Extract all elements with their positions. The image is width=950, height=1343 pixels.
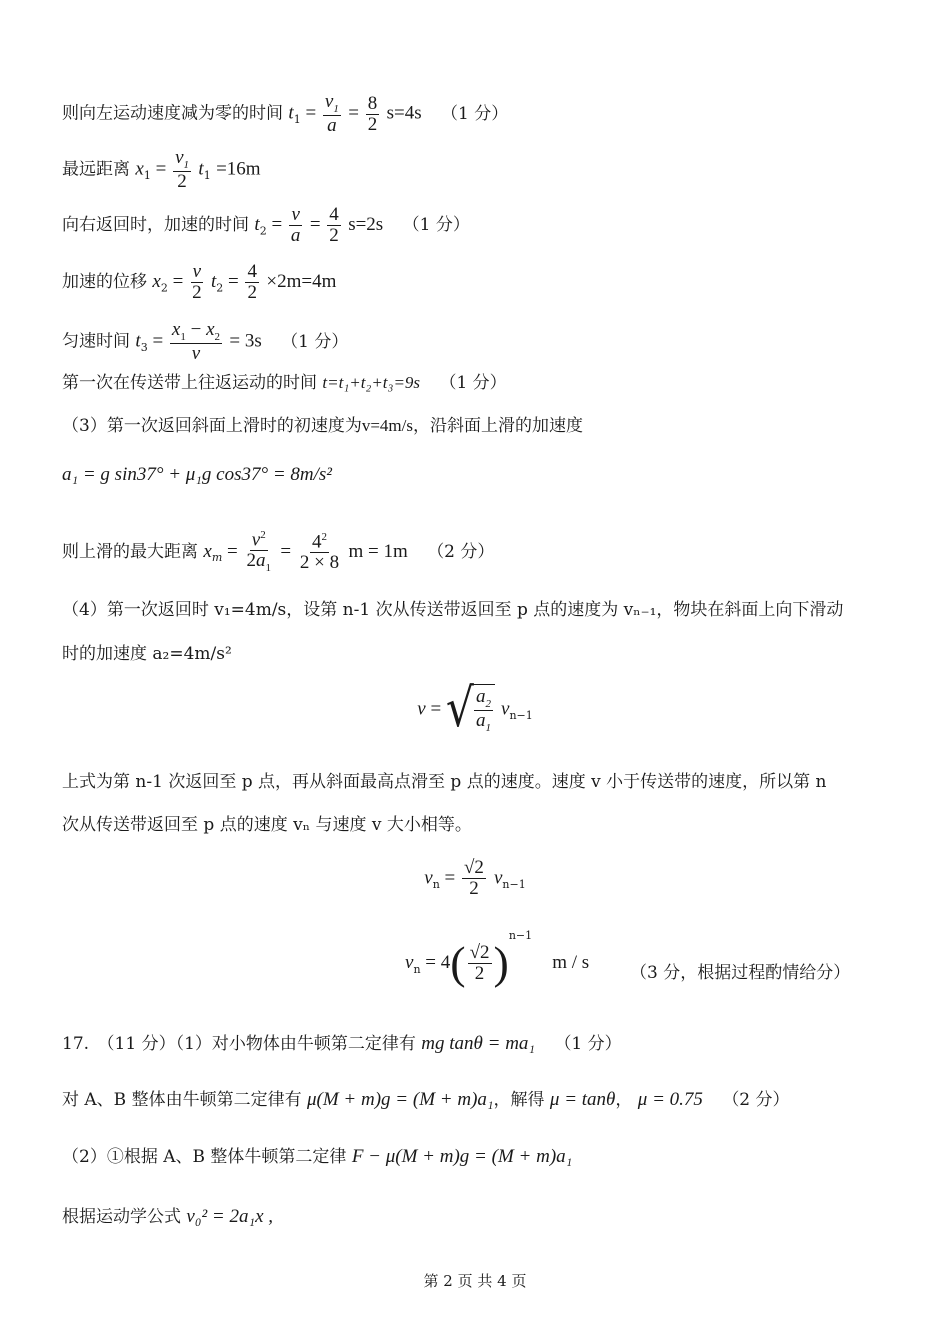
equation-v-sqrt: v = √ $\frac{a_2}{a_1}$ $v_{n-1}$ xyxy=(417,678,533,740)
equation: F − μ(M + m)g = (M + m)a₁ xyxy=(351,1146,573,1167)
text: 加速的位移 xyxy=(62,271,147,292)
line-accel-formula xyxy=(62,463,332,487)
text: 对 A、B 整体由牛顿第二定律有 xyxy=(62,1090,302,1110)
text: 次从传送带返回至 p 点的速度 vₙ 与速度 v 大小相等。 xyxy=(62,815,472,835)
equation: μ = tanθ xyxy=(549,1089,616,1110)
equation: v₀² = 2a₁x , xyxy=(186,1206,274,1227)
equation-vn-closed: $v_n = 4$( $\frac{√2}{2}$ )$^{n-1}$ m / s xyxy=(405,928,590,988)
line-return-accel-time: 向右返回时，加速的时间 $t_2$ = $\frac{v}{a}$ = $\frac{4}{2}$ s=2s （1 分） xyxy=(62,204,470,246)
line-deceleration-time: 则向左运动速度减为零的时间 $t_1$ = $\frac{v_1}{a}$ = $\frac{8}{2}$ s=4s （1 分） xyxy=(62,91,509,137)
text: 上式为第 n-1 次返回至 p 点，再从斜面最高点滑至 p 点的速度。速度 v 小于传送带的速度，所以第 n xyxy=(62,772,827,792)
line-q17-kinematics xyxy=(62,1205,273,1229)
unit: m / s xyxy=(552,952,590,973)
text: 匀速时间 xyxy=(62,331,130,352)
line-q17-part1 xyxy=(62,1032,622,1056)
text: ， xyxy=(615,1090,633,1110)
score: （1 分） xyxy=(402,214,470,235)
text: 第一次在传送带上往返运动的时间 xyxy=(62,373,317,393)
equation: μ = 0.75 xyxy=(637,1089,703,1110)
frac-den: 2 xyxy=(367,113,378,135)
line-max-distance: 最远距离 $x_1$ = $\frac{v_1}{2}$ $t_1 =16m$ xyxy=(62,147,261,193)
line-explanation-2 xyxy=(62,813,472,837)
text: 时的加速度 a₂=4m/s² xyxy=(62,644,232,664)
text: （3）第一次返回斜面上滑时的初速度为 xyxy=(62,416,362,436)
score-part4: （3 分，根据过程酌情给分） xyxy=(630,963,851,983)
line-max-slide-distance: 则上滑的最大距离 $x_m$ = $\frac{v^2}{2a_1}$ = $\frac{4^2}{2 \times 8}$ m = 1m （2 分） xyxy=(62,529,495,575)
line-part4-accel xyxy=(62,642,232,666)
equation: mg tanθ = ma₁ xyxy=(421,1033,536,1054)
frac-num: 8 xyxy=(367,92,378,114)
text: （4）第一次返回时 v₁=4m/s，设第 n-1 次从传送带返回至 p 点的速度为 vₙ₋₁，物块在斜面上向下滑动 xyxy=(62,600,844,620)
result: m = 1m xyxy=(348,540,408,562)
equation: t=t₁+t₂+t₃=9s xyxy=(322,373,421,392)
page-footer: 第 2 页 共 4 页 xyxy=(423,1272,527,1290)
line-part3-intro xyxy=(62,414,583,438)
text: 则向左运动速度减为零的时间 xyxy=(62,103,283,124)
equation: μ(M + m)g = (M + m)a₁ xyxy=(306,1089,494,1110)
score: （2 分） xyxy=(722,1090,790,1110)
result: =16m xyxy=(216,158,261,180)
text: ，解得 xyxy=(493,1090,545,1110)
line-q17-part2 xyxy=(62,1145,572,1169)
text: （2）①根据 A、B 整体牛顿第二定律 xyxy=(62,1147,347,1167)
line-total-time xyxy=(62,371,507,395)
text: 根据运动学公式 xyxy=(62,1207,181,1227)
text: ，沿斜面上滑的加速度 xyxy=(412,416,583,436)
text: 最远距离 xyxy=(62,159,130,180)
line-explanation-1 xyxy=(62,770,826,794)
text: 向右返回时，加速的时间 xyxy=(62,214,249,235)
equation: a₁ = g sin37° + μ₁g cos37° = 8m/s² xyxy=(62,464,332,485)
line-q17-whole xyxy=(62,1088,790,1112)
result: s=4s xyxy=(386,102,422,124)
result: ×2m=4m xyxy=(266,270,337,292)
result: = 3s xyxy=(229,330,262,352)
score: （2 分） xyxy=(427,541,495,562)
text: 17. （11 分）（1）对小物体由牛顿第二定律有 xyxy=(62,1034,416,1054)
score: （1 分） xyxy=(439,373,507,393)
line-uniform-time: 匀速时间 $t_3$ = $\frac{x_1 - x_2}{v}$ = 3s （1 分） xyxy=(62,319,349,365)
score: （1 分） xyxy=(281,331,349,352)
text: 则上滑的最大距离 xyxy=(62,541,198,562)
line-accel-displacement: 加速的位移 $x_2$ = $\frac{v}{2}$ $t_2$ = $\frac{4}{2}$ ×2m=4m xyxy=(62,261,337,303)
equation: v=4m/s xyxy=(361,416,413,435)
result: s=2s xyxy=(348,213,384,235)
score: （1 分） xyxy=(554,1034,622,1054)
equation-vn-recursive: $v_n$ = $\frac{√2}{2}$ $v_{n-1}$ xyxy=(424,857,526,899)
score: （1 分） xyxy=(441,103,509,124)
line-part4-intro xyxy=(62,598,843,622)
